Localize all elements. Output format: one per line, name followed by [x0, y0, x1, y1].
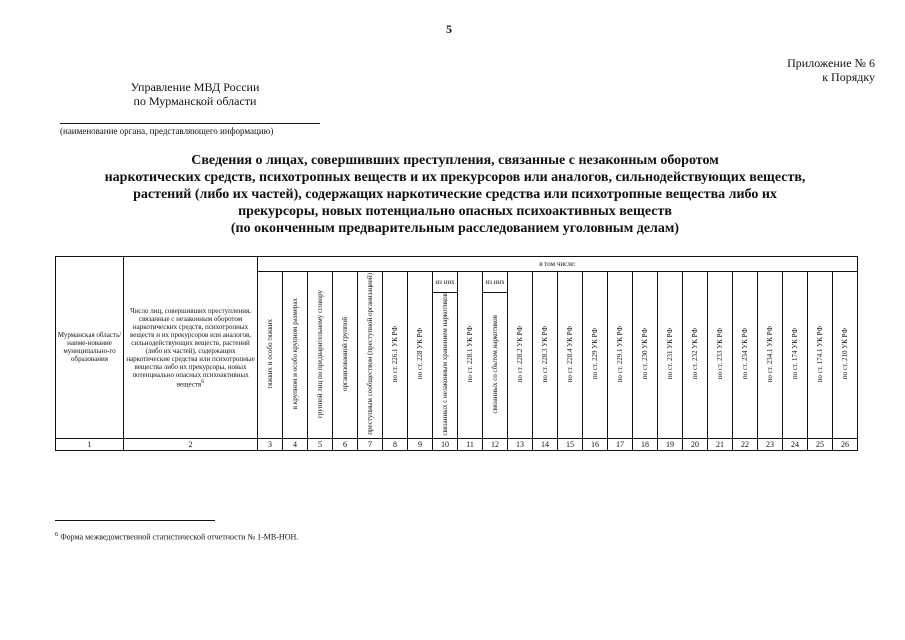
column-number: 25	[808, 438, 833, 450]
header-col-22	[733, 272, 758, 439]
column-number: 17	[608, 438, 633, 450]
header-col-13-text: по ст. 228.2 УК РФ	[516, 325, 524, 382]
header-col-8	[383, 272, 408, 439]
header-col-16-text: по ст. 229 УК РФ	[591, 328, 599, 380]
header-col-6	[333, 272, 358, 439]
header-col-26	[833, 272, 858, 439]
header-col-16	[583, 272, 608, 439]
header-col-9	[408, 272, 433, 439]
column-number: 16	[583, 438, 608, 450]
title-line-5: (по оконченным предварительным расследованием уголовным делам)	[230, 221, 680, 236]
header-of-them-1: из них	[433, 272, 458, 293]
footnote-text: Форма межведомственной статистической отчетности № 1-МВ-НОН.	[60, 532, 299, 542]
column-number: 3	[258, 438, 283, 450]
header-col-23	[758, 272, 783, 439]
header-region	[56, 257, 124, 439]
header-col-9-text: по ст. 228 УК РФ	[416, 328, 424, 380]
header-col-25-text: по ст. 174.1 УК РФ	[816, 325, 824, 382]
header-col-12	[483, 293, 508, 439]
header-col-17	[608, 272, 633, 439]
header-col-15-text: по ст. 228.4 УК РФ	[566, 325, 574, 382]
appendix-line-2: к Порядку	[822, 70, 875, 84]
column-number: 22	[733, 438, 758, 450]
header-col-23-text: по ст. 234.1 УК РФ	[766, 325, 774, 382]
header-col-11	[458, 272, 483, 439]
header-col-25	[808, 272, 833, 439]
header-col-20	[683, 272, 708, 439]
header-total-footnote-mark: 6	[201, 378, 205, 385]
page-number: 5	[446, 22, 452, 36]
appendix-label	[787, 56, 875, 84]
column-number: 20	[683, 438, 708, 450]
column-number: 9	[408, 438, 433, 450]
column-number: 7	[358, 438, 383, 450]
header-col-18-text: по ст. 230 УК РФ	[641, 328, 649, 380]
title-line-3: растений (либо их частей), содержащих наркотические средства или психотропные вещества либо их	[133, 187, 777, 202]
column-number: 14	[533, 438, 558, 450]
column-number: 19	[658, 438, 683, 450]
header-col-6-text: организованной группой	[341, 316, 349, 391]
header-col-19-text: по ст. 231 УК РФ	[666, 328, 674, 380]
header-col-17-text: по ст. 229.1 УК РФ	[616, 325, 624, 382]
title-line-1: Сведения о лицах, совершивших преступления, связанные с незаконным оборотом	[191, 153, 719, 168]
header-col-4	[283, 272, 308, 439]
header-col-26-text: по ст. 210 УК РФ	[841, 328, 849, 380]
column-number: 8	[383, 438, 408, 450]
footnote-mark: 6	[55, 531, 59, 538]
footnote-separator	[55, 520, 215, 521]
header-col-22-text: по ст. 234 УК РФ	[741, 328, 749, 380]
column-number: 12	[483, 438, 508, 450]
header-including: в том числе:	[258, 257, 858, 272]
header-col-20-text: по ст. 232 УК РФ	[691, 328, 699, 380]
column-number: 4	[283, 438, 308, 450]
column-number: 23	[758, 438, 783, 450]
header-col-15	[558, 272, 583, 439]
appendix-line-1: Приложение № 6	[787, 56, 875, 70]
header-col-12-text: связанных со сбытом наркотиков	[491, 315, 499, 414]
document-title	[60, 152, 850, 237]
column-number: 10	[433, 438, 458, 450]
header-col-21	[708, 272, 733, 439]
header-total-text: Число лиц, совершивших преступления, связанные с незаконным оборотом наркотических средств, психотропных веществ и их прекурсоров или аналогов, сильнодействующих веществ, растений (либо их частей), содержащих наркотические средства или психотропные вещества либо их прекурсоры, новых потенциально опасных психоактивных веществ	[126, 306, 255, 388]
column-number: 15	[558, 438, 583, 450]
header-col-7-text: преступным сообществом (преступной организацией)	[366, 272, 374, 435]
header-of-them-2: из них	[483, 272, 508, 293]
header-col-11-text: по ст. 228.1 УК РФ	[466, 325, 474, 382]
header-col-10-text: связанных с незаконным хранением наркотиков	[441, 293, 449, 436]
header-col-21-text: по ст. 233 УК РФ	[716, 328, 724, 380]
organization-caption: (наименование органа, представляющего информацию)	[60, 126, 274, 136]
header-col-14-text: по ст. 228.3 УК РФ	[541, 325, 549, 382]
title-line-4: прекурсоры, новых потенциально опасных психоактивных веществ	[238, 204, 672, 219]
organization-line-2: по Мурманской области	[133, 94, 257, 108]
header-total	[124, 257, 258, 439]
column-number: 21	[708, 438, 733, 450]
header-col-14	[533, 272, 558, 439]
column-number: 18	[633, 438, 658, 450]
header-col-19	[658, 272, 683, 439]
header-col-24-text: по ст. 174 УК РФ	[791, 328, 799, 380]
header-col-10	[433, 293, 458, 439]
title-line-2: наркотических средств, психотропных веществ и их прекурсоров или аналогов, сильнодействующих веществ,	[104, 170, 806, 185]
header-col-18	[633, 272, 658, 439]
column-number: 24	[783, 438, 808, 450]
header-col-13	[508, 272, 533, 439]
organization-line-1: Управление МВД России	[130, 80, 260, 94]
header-col-5-text: группой лиц по предварительному сговору	[316, 289, 324, 418]
column-number: 13	[508, 438, 533, 450]
column-number: 1	[56, 438, 124, 450]
organization-underline	[60, 123, 320, 124]
column-number-row	[56, 438, 858, 450]
header-col-7	[358, 272, 383, 439]
header-col-3	[258, 272, 283, 439]
header-col-5	[308, 272, 333, 439]
column-number: 6	[333, 438, 358, 450]
column-number: 2	[124, 438, 258, 450]
column-number: 5	[308, 438, 333, 450]
statistics-table	[55, 256, 858, 451]
header-col-4-text: в крупном и особо крупном размерах	[291, 298, 299, 410]
column-number: 26	[833, 438, 858, 450]
organization-name	[110, 80, 280, 108]
header-col-8-text: по ст. 226.1 УК РФ	[391, 325, 399, 382]
header-col-3-text: тяжких и особо тяжких	[266, 318, 274, 389]
column-number: 11	[458, 438, 483, 450]
header-col-24	[783, 272, 808, 439]
footnote	[55, 531, 298, 542]
header-region-text: Мурманская область/наиме-нование муниципально-го образования	[57, 331, 122, 364]
